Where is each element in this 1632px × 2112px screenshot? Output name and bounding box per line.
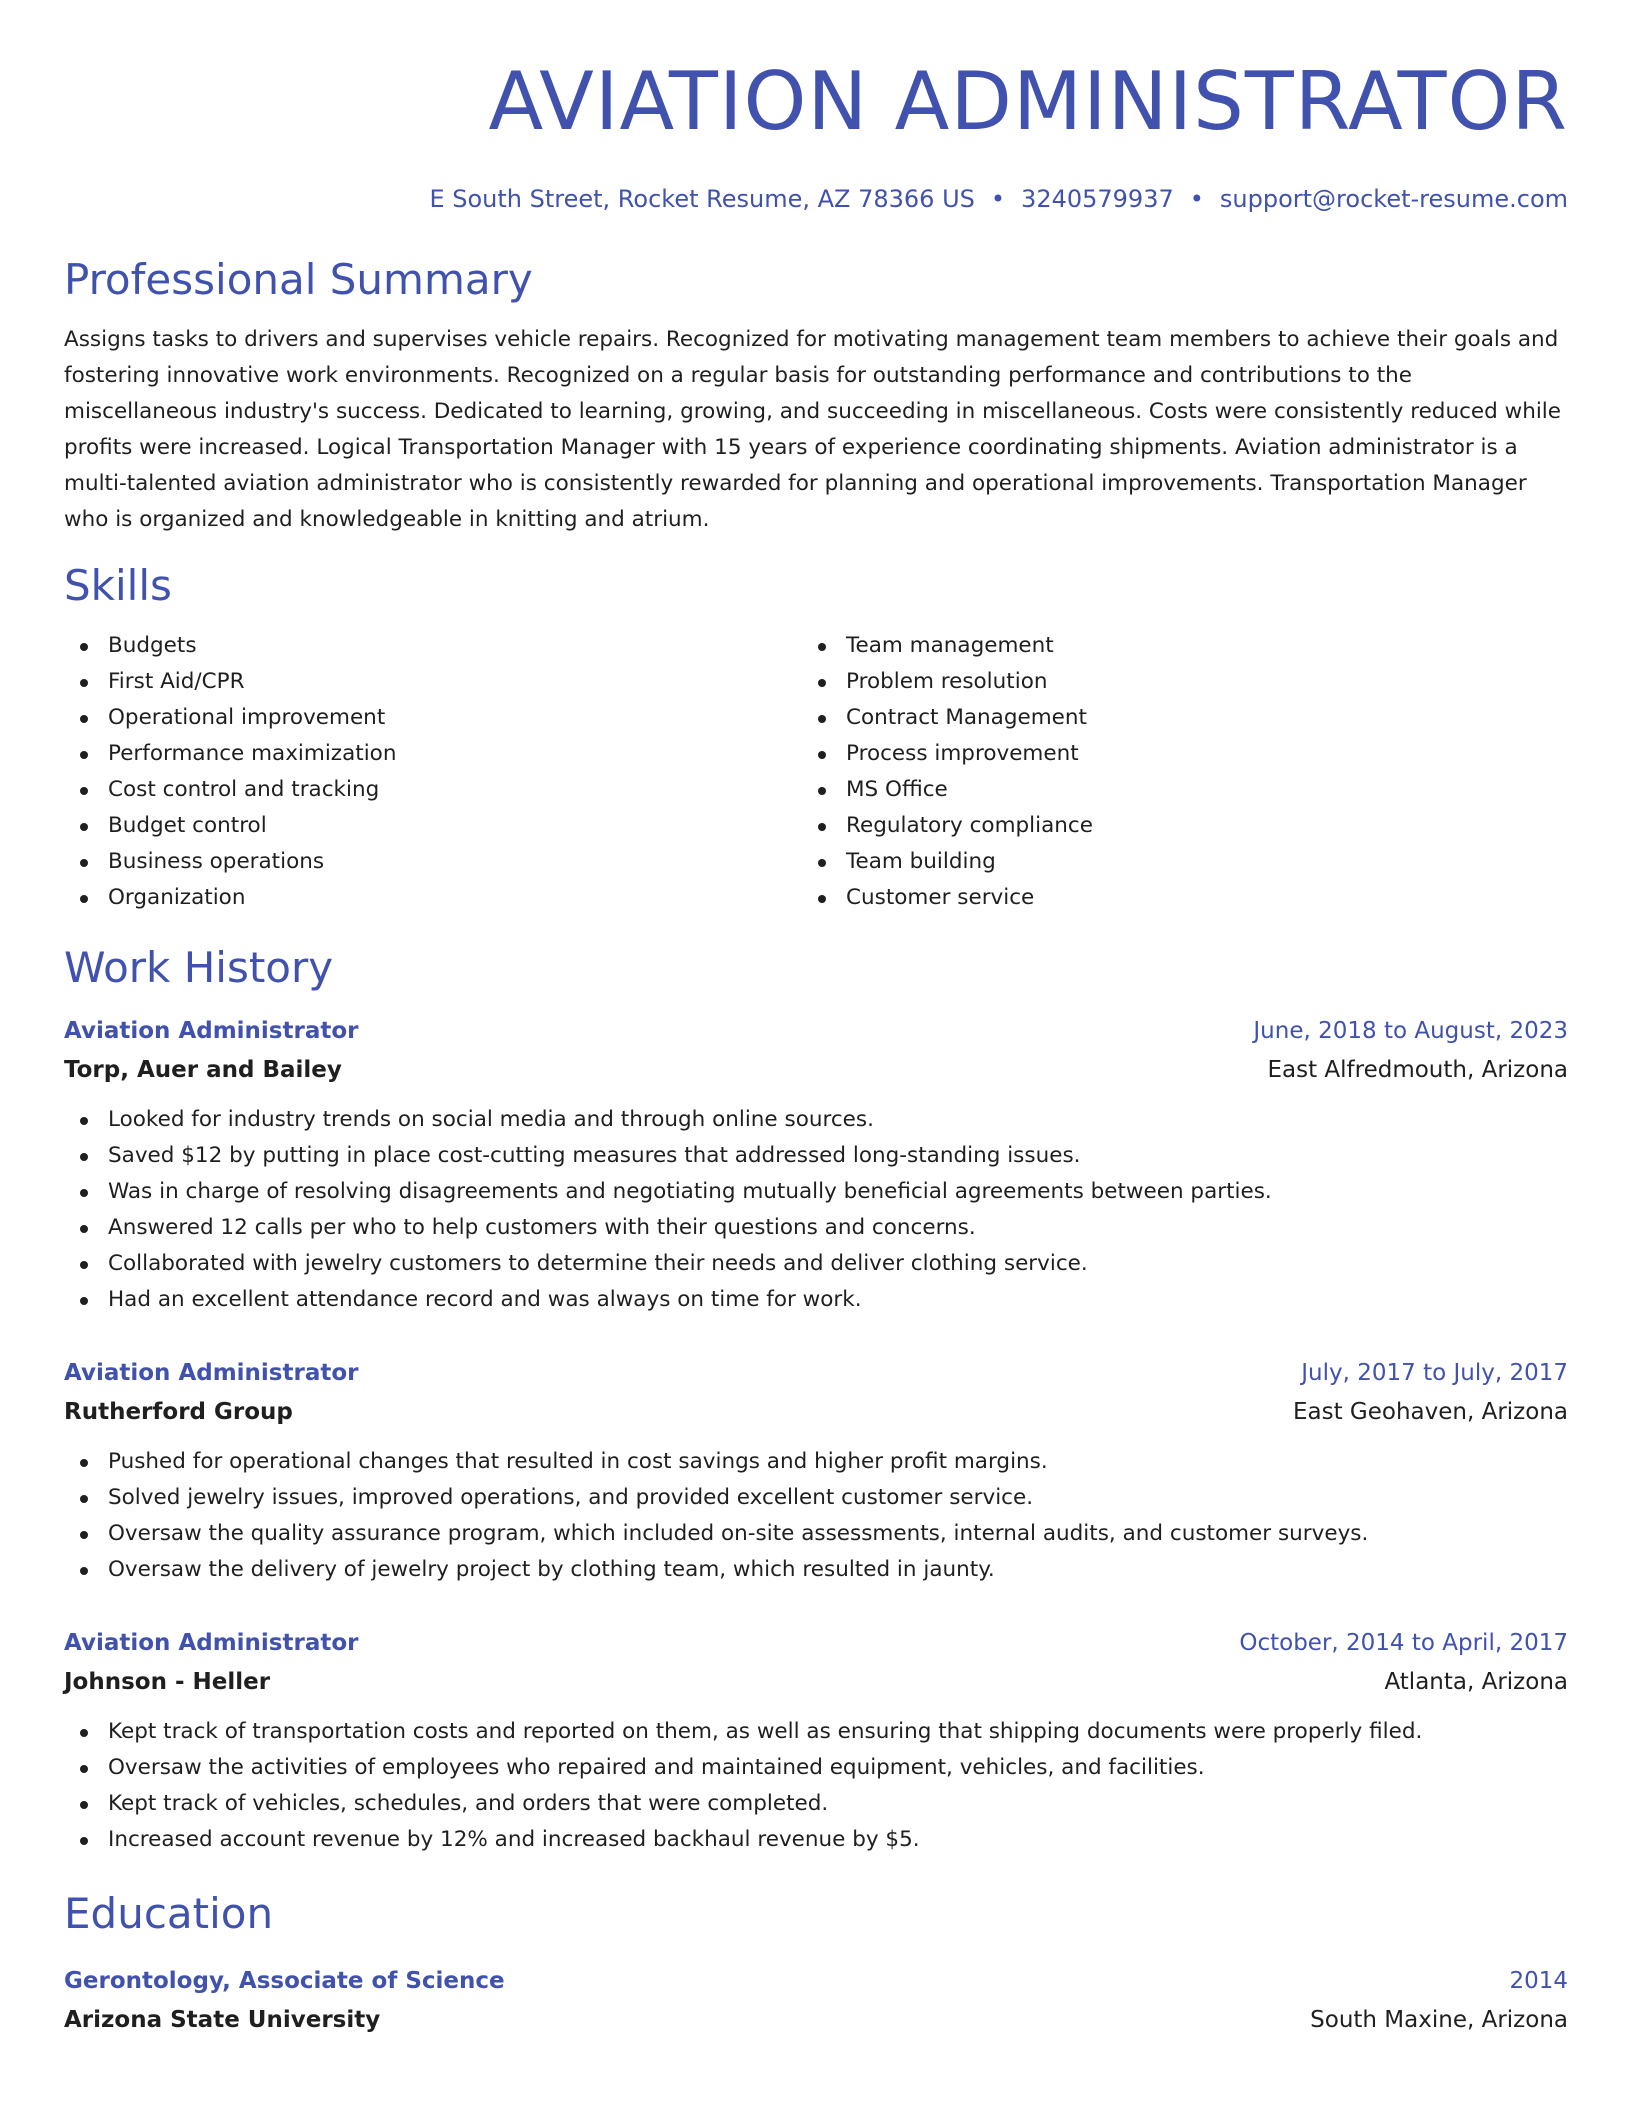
job-header-row bbox=[64, 1012, 1568, 1050]
job-entry bbox=[64, 1354, 1568, 1588]
resume-header bbox=[64, 0, 1568, 214]
skill-item: Customer service bbox=[802, 880, 1540, 916]
job-location: East Geohaven, Arizona bbox=[1292, 1399, 1568, 1425]
skill-item: Contract Management bbox=[802, 700, 1540, 736]
contact-separator: • bbox=[990, 185, 1006, 213]
job-entry bbox=[64, 1012, 1568, 1318]
job-bullet-item: Pushed for operational changes that resulted in cost savings and higher profit margins. bbox=[64, 1444, 1568, 1480]
section-title-work-history: Work History bbox=[64, 943, 334, 992]
education-year: 2014 bbox=[1509, 1968, 1568, 1994]
job-entry bbox=[64, 1624, 1568, 1858]
job-bullet-item: Kept track of transportation costs and reported on them, as well as ensuring that shipping documents were properly filed. bbox=[64, 1714, 1568, 1750]
job-dates: June, 2018 to August, 2023 bbox=[1253, 1018, 1568, 1044]
contact-email: support@rocket-resume.com bbox=[1219, 185, 1568, 213]
job-bullet-item: Looked for industry trends on social media and through online sources. bbox=[64, 1102, 1568, 1138]
job-dates: October, 2014 to April, 2017 bbox=[1239, 1630, 1568, 1656]
skill-item: Operational improvement bbox=[64, 700, 802, 736]
education-school: Arizona State University bbox=[64, 2007, 381, 2033]
skill-item: Regulatory compliance bbox=[802, 808, 1540, 844]
skill-item: Team building bbox=[802, 844, 1540, 880]
skill-item: Performance maximization bbox=[64, 736, 802, 772]
skill-item: Process improvement bbox=[802, 736, 1540, 772]
job-company-row bbox=[64, 1662, 1568, 1702]
job-company-row bbox=[64, 1392, 1568, 1432]
skill-item: First Aid/CPR bbox=[64, 664, 802, 700]
job-list bbox=[64, 1012, 1568, 1858]
skills-section bbox=[64, 560, 1568, 916]
education-section bbox=[64, 1888, 1568, 2040]
skill-item: Business operations bbox=[64, 844, 802, 880]
job-company: Torp, Auer and Bailey bbox=[64, 1057, 342, 1083]
education-header-row bbox=[64, 1962, 1568, 2000]
skill-item: Team management bbox=[802, 628, 1540, 664]
job-bullet-item: Oversaw the activities of employees who repaired and maintained equipment, vehicles, and facilities. bbox=[64, 1750, 1568, 1786]
education-entry bbox=[64, 1962, 1568, 2040]
job-bullet-item: Saved $12 by putting in place cost-cutting measures that addressed long-standing issues. bbox=[64, 1138, 1568, 1174]
skill-item: Budget control bbox=[64, 808, 802, 844]
job-company-row bbox=[64, 1050, 1568, 1090]
skills-column-right bbox=[802, 628, 1540, 916]
section-title-education: Education bbox=[64, 1889, 274, 1938]
job-header-row bbox=[64, 1624, 1568, 1662]
job-bullet-list bbox=[64, 1444, 1568, 1588]
contact-address: E South Street, Rocket Resume, AZ 78366 US bbox=[429, 185, 975, 213]
professional-summary-section bbox=[64, 254, 1568, 538]
job-bullet-item: Had an excellent attendance record and was always on time for work. bbox=[64, 1282, 1568, 1318]
job-location: Atlanta, Arizona bbox=[1384, 1669, 1568, 1695]
work-history-section bbox=[64, 942, 1568, 1858]
job-title: Aviation Administrator bbox=[64, 1360, 359, 1386]
job-bullet-item: Solved jewelry issues, improved operations, and provided excellent customer service. bbox=[64, 1480, 1568, 1516]
skill-item: Problem resolution bbox=[802, 664, 1540, 700]
skill-item: Organization bbox=[64, 880, 802, 916]
job-bullet-item: Answered 12 calls per who to help customers with their questions and concerns. bbox=[64, 1210, 1568, 1246]
section-title-summary: Professional Summary bbox=[64, 255, 533, 304]
job-bullet-item: Oversaw the quality assurance program, which included on-site assessments, internal audits, and customer surveys. bbox=[64, 1516, 1568, 1552]
candidate-name: AVIATION ADMINISTRATOR bbox=[488, 55, 1568, 148]
education-school-row bbox=[64, 2000, 1568, 2040]
job-bullet-item: Oversaw the delivery of jewelry project by clothing team, which resulted in jaunty. bbox=[64, 1552, 1568, 1588]
job-header-row bbox=[64, 1354, 1568, 1392]
education-degree: Gerontology, Associate of Science bbox=[64, 1968, 505, 1994]
job-bullet-item: Was in charge of resolving disagreements and negotiating mutually beneficial agreements between parties. bbox=[64, 1174, 1568, 1210]
job-bullet-item: Kept track of vehicles, schedules, and orders that were completed. bbox=[64, 1786, 1568, 1822]
job-bullet-list bbox=[64, 1714, 1568, 1858]
job-title: Aviation Administrator bbox=[64, 1018, 359, 1044]
job-bullet-list bbox=[64, 1102, 1568, 1318]
section-title-skills: Skills bbox=[64, 561, 172, 610]
contact-separator: • bbox=[1189, 185, 1204, 213]
skills-column-left bbox=[64, 628, 802, 916]
job-company: Rutherford Group bbox=[64, 1399, 293, 1425]
job-title: Aviation Administrator bbox=[64, 1630, 359, 1656]
skill-item: Cost control and tracking bbox=[64, 772, 802, 808]
education-location: South Maxine, Arizona bbox=[1310, 2007, 1568, 2033]
job-location: East Alfredmouth, Arizona bbox=[1267, 1057, 1568, 1083]
skill-item: MS Office bbox=[802, 772, 1540, 808]
job-company: Johnson - Heller bbox=[64, 1669, 271, 1695]
job-bullet-item: Collaborated with jewelry customers to determine their needs and deliver clothing service. bbox=[64, 1246, 1568, 1282]
contact-line bbox=[64, 184, 1568, 214]
contact-phone: 3240579937 bbox=[1021, 185, 1174, 213]
summary-text: Assigns tasks to drivers and supervises vehicle repairs. Recognized for motivating management team members to achieve their goals and fostering innovative work environments. Recognized on a regular basis for outstanding performance and contributions to the miscellaneous industry's success. Dedicated to learning, growing, and succeeding in miscellaneous. Costs were consistently reduced while profits were increased. Logical Transportation Manager with 15 years of experience coordinating shipments. Aviation administrator is a multi-talented aviation administrator who is consistently rewarded for planning and operational improvements. Transportation Manager who is organized and knowledgeable in knitting and atrium. bbox=[64, 327, 1561, 532]
skill-item: Budgets bbox=[64, 628, 802, 664]
job-dates: July, 2017 to July, 2017 bbox=[1301, 1360, 1568, 1386]
job-bullet-item: Increased account revenue by 12% and increased backhaul revenue by $5. bbox=[64, 1822, 1568, 1858]
skills-grid bbox=[64, 628, 1568, 916]
